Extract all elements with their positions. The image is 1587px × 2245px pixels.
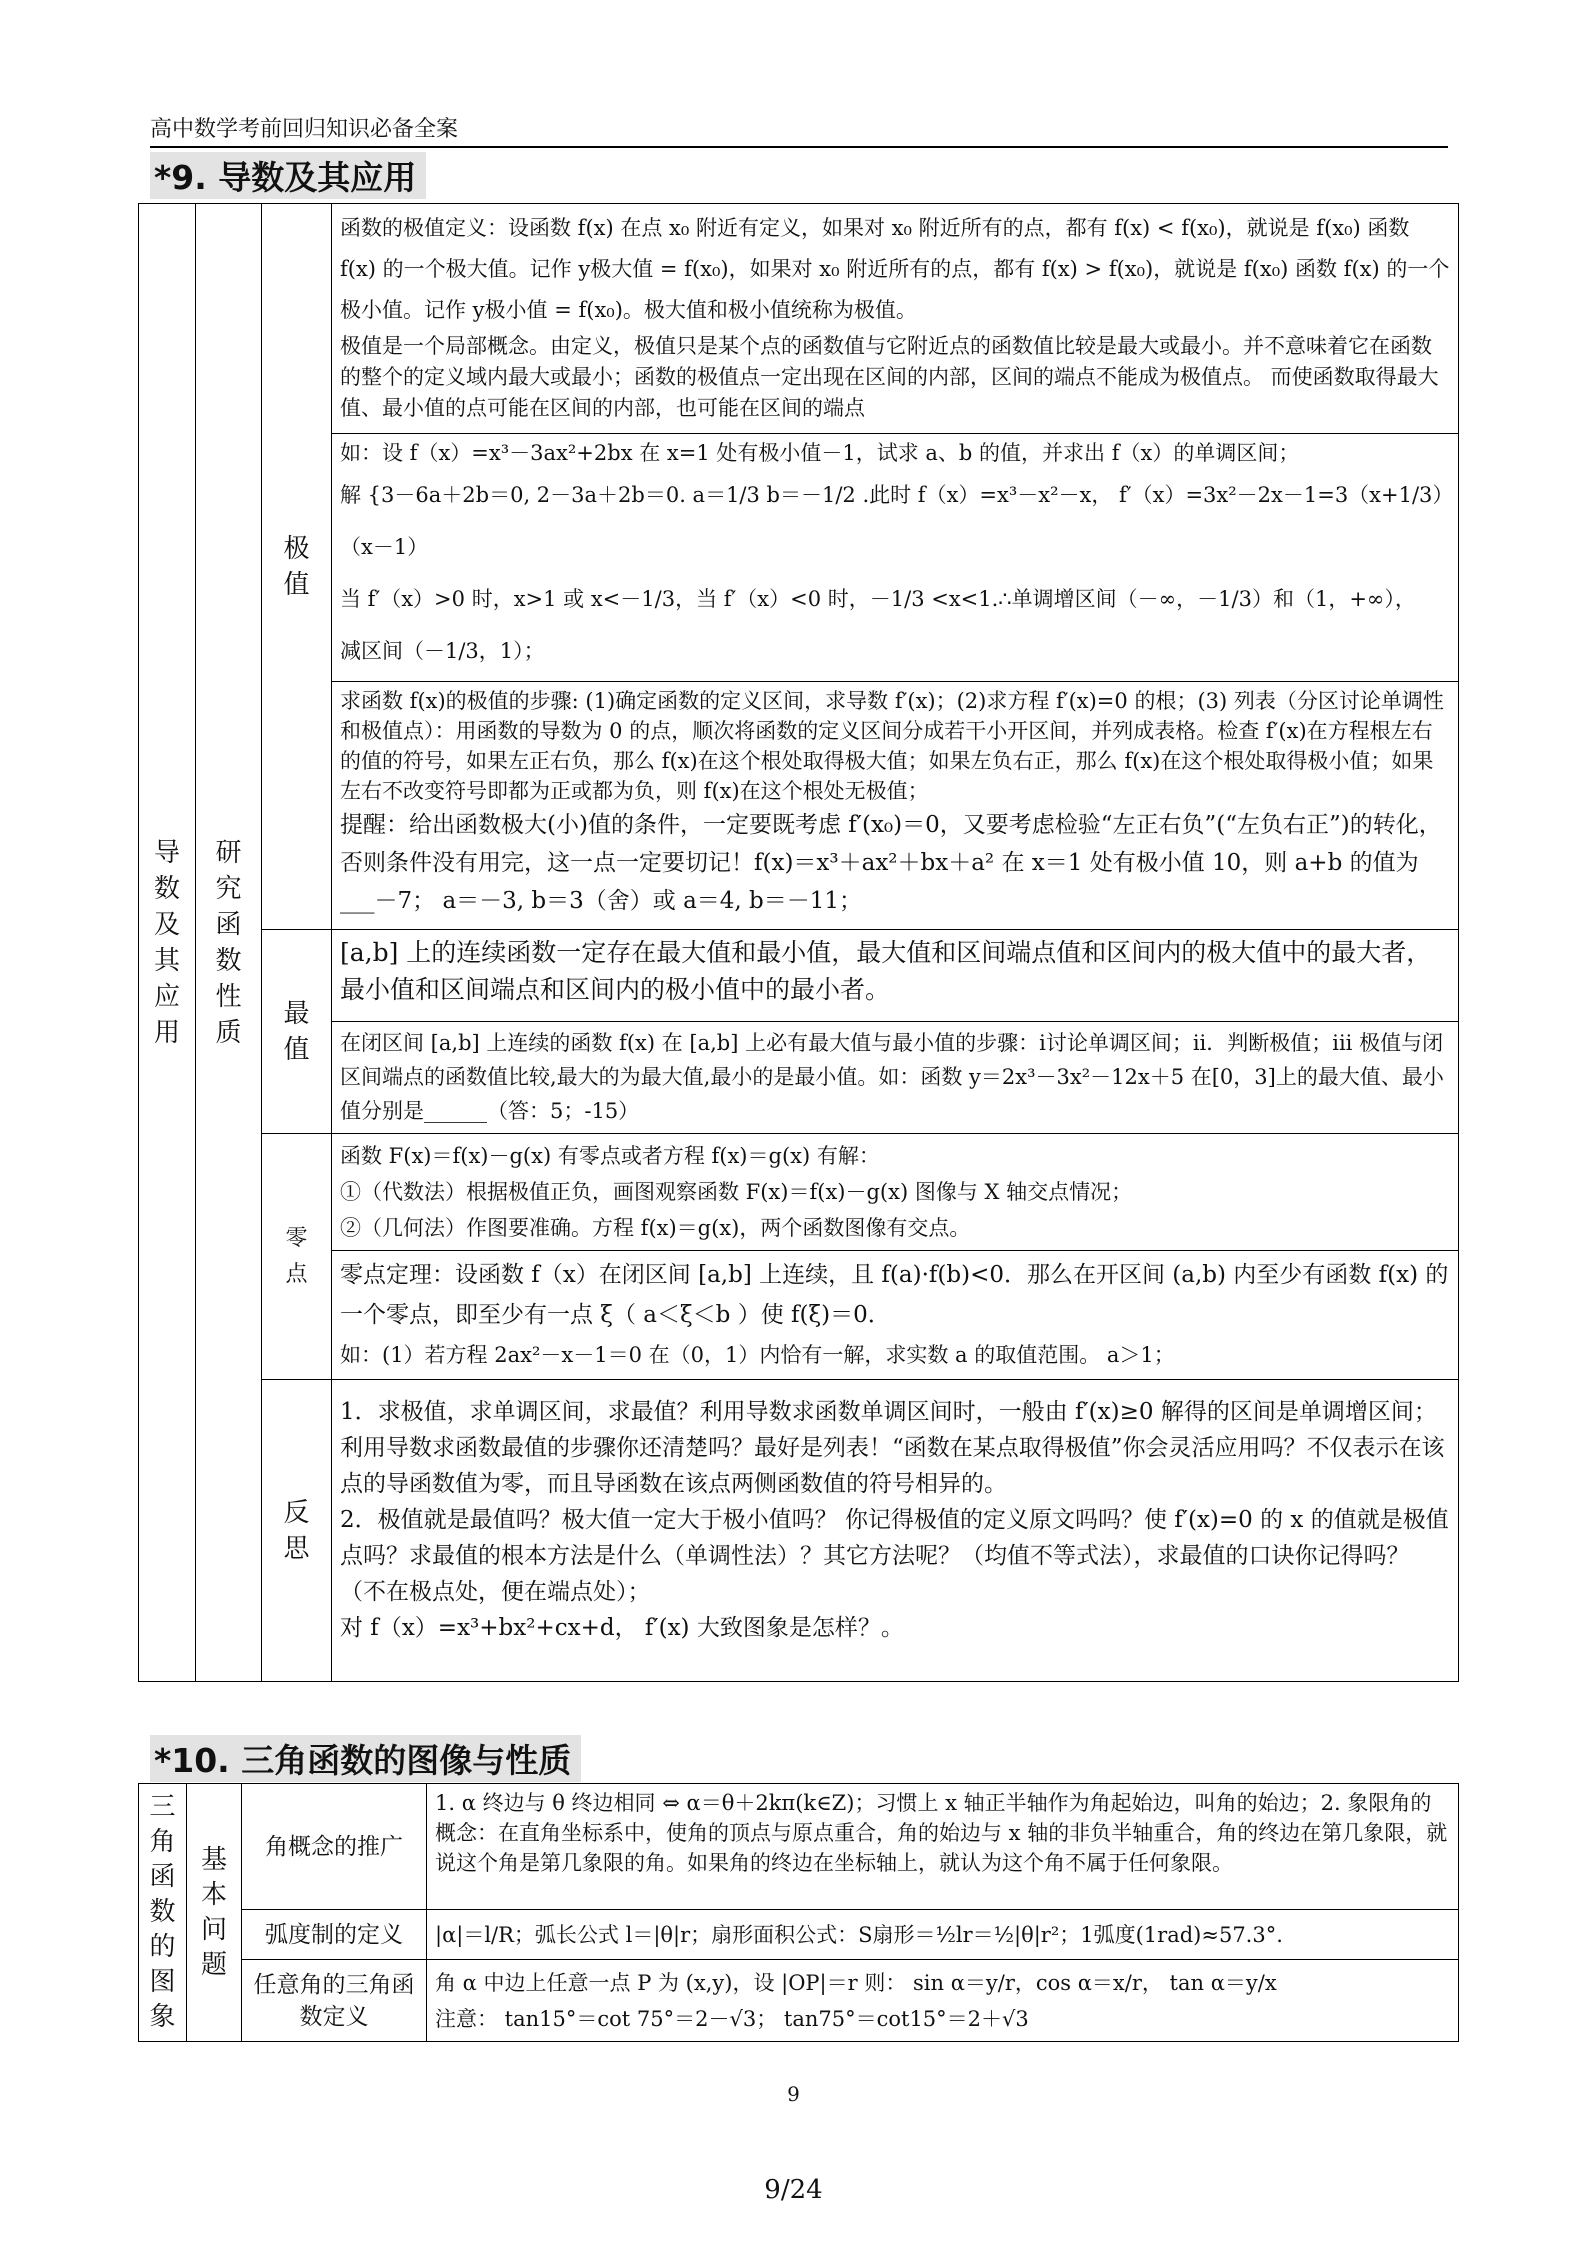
section-9-table	[138, 203, 1459, 1682]
section-10-table	[138, 1783, 1459, 2042]
maxmin-theorem-cell	[332, 930, 1459, 1022]
extreme-example-question: 如：设 f（x）=x³－3ax²+2bx 在 x=1 处有极小值－1，试求 a、b 的值，并求出 f（x）的单调区间；	[340, 441, 1300, 465]
angle-generalization-label-cell	[242, 1784, 427, 1910]
extreme-example-monotonic: 当 f′（x）>0 时，x>1 或 x<－1/3，当 f′（x）<0 时，－1/3 <x<1.∴单调增区间（－∞，－1/3）和（1，+∞），	[340, 587, 1416, 611]
extreme-example-solution: 解 {3－6a＋2b＝0, 2－3a＋2b＝0. a＝1/3 b＝－1/2 .此时 f（x）=x³－x²－x， f′（x）=3x²－2x－1=3（x+1/3）（x－1）	[340, 483, 1443, 559]
reflect-question-2: 2．极值就是最值吗？极大值一定大于极小值吗？ 你记得极值的定义原文吗吗？使 f′(x)=0 的 x 的值就是极值点吗？求最值的根本方法是什么（单调性法）？其它方法呢？（均值不等式法），求最值的口诀你记得吗？（不在极点处，便在端点处）；	[340, 1507, 1449, 1605]
zero-method-cell	[332, 1134, 1459, 1251]
reflect-cell	[332, 1380, 1459, 1682]
radian-label: 弧度制的定义	[265, 1921, 403, 1948]
extreme-steps: 求函数 f(x)的极值的步骤: (1)确定函数的定义区间，求导数 f′(x)；(2)求方程 f′(x)=0 的根；(3) 列表（分区讨论单调性和极值点）：用函数的导数为 0 的点，顺次将函数的定义区间分成若干小开区间，并列成表格。检查 f′(x)在方程根左右的值的符号，如果左正右负，那么 f(x)在这个根处取得极大值；如果左负右正，那么 f(x)在这个根处取得极小值；如果左右不改变符号即都为正或都为负，则 f(x)在这个根处无极值；	[340, 689, 1444, 803]
section-10-title: *10. 三角函数的图像与性质	[150, 1735, 581, 1782]
angle-generalization-label: 角概念的推广	[265, 1833, 403, 1860]
extreme-definition: 函数的极值定义：设函数 f(x) 在点 x₀ 附近有定义，如果对 x₀ 附近所有的点，都有 f(x) < f(x₀)，就说是 f(x₀) 函数 f(x) 的一个极大值。记作 y极大值 = f(x₀)，如果对 x₀ 附近所有的点，都有 f(x) > f(x₀)，就说是 f(x₀) 函数 f(x) 的一个极小值。记作 y极小值 = f(x₀)。极大值和极小值统称为极值。	[340, 216, 1450, 322]
trig-definition-label: 任意角的三角函数定义	[253, 1971, 415, 2030]
extreme-label-cell	[262, 204, 332, 930]
page-number: 9	[787, 2082, 800, 2106]
category-label: 导数及其应用	[154, 837, 181, 1048]
page-indicator: 9/24	[764, 2175, 823, 2205]
zero-method-algebra: ①（代数法）根据极值正负，画图观察函数 F(x)＝f(x)－g(x) 图像与 X 轴交点情况；	[340, 1180, 1133, 1204]
zero-label: 零点	[285, 1225, 308, 1287]
zero-method-geometry: ②（几何法）作图要准确。方程 f(x)＝g(x)，两个函数图像有交点。	[340, 1216, 971, 1240]
category-cell	[139, 204, 196, 1682]
reflect-question-3: 对 f（x）=x³+bx²+cx+d， f′(x) 大致图象是怎样？。	[340, 1615, 904, 1641]
extreme-steps-cell	[332, 682, 1459, 930]
maxmin-label-cell	[262, 930, 332, 1134]
zero-example: 如：(1）若方程 2ax²－x－1＝0 在（0，1）内恰有一解，求实数 a 的取值范围。 a＞1；	[340, 1343, 1175, 1367]
page-header: 高中数学考前回归知识必备全案	[150, 117, 459, 142]
angle-generalization-cell	[427, 1784, 1459, 1910]
zero-label-cell	[262, 1134, 332, 1380]
section-9-title: *9. 导数及其应用	[150, 152, 426, 199]
trig-topic-label: 基本问题	[201, 1844, 228, 1980]
reflect-label-cell	[262, 1380, 332, 1682]
trig-topic-cell	[187, 1784, 242, 2042]
reflect-label: 反思	[283, 1497, 310, 1564]
extreme-example-cell	[332, 434, 1459, 682]
trig-definition-cell	[427, 1960, 1459, 2042]
trig-definition-text: 角 α 中边上任意一点 P 为 (x,y)，设 |OP|＝r 则： sin α＝y/r，cos α＝x/r， tan α＝y/x	[435, 1971, 1277, 1995]
angle-generalization-text: 1. α 终边与 θ 终边相同 ⇔ α＝θ＋2kπ(k∈Z)；习惯上 x 轴正半轴作为角起始边，叫角的始边；2. 象限角的概念：在直角坐标系中，使角的顶点与原点重合，角的始边与 x 轴的非负半轴重合，角的终边在第几象限，就说这个角是第几象限的角。如果角的终边在坐标轴上，就认为这个角不属于任何象限。	[435, 1791, 1448, 1875]
topic-label: 研究函数性质	[215, 837, 242, 1048]
extreme-local-concept: 极值是一个局部概念。由定义，极值只是某个点的函数值与它附近点的函数值比较是最大或最小。并不意味着它在函数的整个的定义域内最大或最小；函数的极值点一定出现在区间的内部，区间的端点不能成为极值点。 而使函数取得最大值、最小值的点可能在区间的内部，也可能在区间的端点	[340, 334, 1439, 420]
trig-category-label: 三角函数的图象	[149, 1792, 176, 2032]
extreme-definition-cell	[332, 204, 1459, 434]
maxmin-steps-cell	[332, 1022, 1459, 1134]
zero-method-intro: 函数 F(x)＝f(x)－g(x) 有零点或者方程 f(x)＝g(x) 有解：	[340, 1144, 880, 1168]
topic-cell	[196, 204, 262, 1682]
radian-text: |α|＝l/R；弧长公式 l＝|θ|r；扇形面积公式：S扇形＝½lr＝½|θ|r²；1弧度(1rad)≈57.3°.	[435, 1922, 1283, 1947]
extreme-reminder: 提醒：给出函数极大(小)值的条件，一定要既考虑 f′(x₀)＝0，又要考虑检验“左正右负”(“左负右正”)的转化，否则条件没有用完，这一点一定要切记！f(x)＝x³＋ax²＋bx＋a² 在 x＝1 处有极小值 10，则 a+b 的值为___－7； a＝－3, b＝3（舍）或 a＝4, b＝－11；	[340, 812, 1442, 914]
extreme-label: 极值	[283, 533, 310, 600]
extreme-example-decreasing: 减区间（－1/3，1）；	[340, 639, 545, 663]
maxmin-steps: 在闭区间 [a,b] 上连续的函数 f(x) 在 [a,b] 上必有最大值与最小值的步骤：i讨论单调区间；ii．判断极值；iii 极值与闭区间端点的函数值比较,最大的为最大值,最小的是最小值。如：函数 y＝2x³－3x²－12x＋5 在[0，3]上的最大值、最小值分别是______（答：5；-15）	[340, 1031, 1444, 1123]
zero-theorem: 零点定理：设函数 f（x）在闭区间 [a,b] 上连续，且 f(a)·f(b)<0．那么在开区间 (a,b) 内至少有函数 f(x) 的一个零点，即至少有一点 ξ（ a＜ξ＜b ）使 f(ξ)＝0．	[340, 1262, 1449, 1328]
header-rule	[150, 146, 1448, 148]
maxmin-label: 最值	[283, 998, 310, 1065]
zero-theorem-cell	[332, 1251, 1459, 1380]
reflect-question-1: 1．求极值，求单调区间，求最值？利用导数求函数单调区间时，一般由 f′(x)≥0 解得的区间是单调增区间；利用导数求函数最值的步骤你还清楚吗？最好是列表！“函数在某点取得极值”你会灵活应用吗？不仅表示在该点的导函数值为零，而且导函数在该点两侧函数值的符号相异的。	[340, 1399, 1445, 1497]
trig-definition-label-cell	[242, 1960, 427, 2042]
radian-cell	[427, 1910, 1459, 1960]
trig-definition-note: 注意： tan15°＝cot 75°＝2－√3； tan75°＝cot15°＝2＋√3	[435, 2007, 1029, 2031]
maxmin-theorem: [a,b] 上的连续函数一定存在最大值和最小值，最大值和区间端点值和区间内的极大值中的最大者，最小值和区间端点和区间内的极小值中的最小者。	[340, 938, 1432, 1004]
trig-category-cell	[139, 1784, 187, 2042]
radian-label-cell	[242, 1910, 427, 1960]
